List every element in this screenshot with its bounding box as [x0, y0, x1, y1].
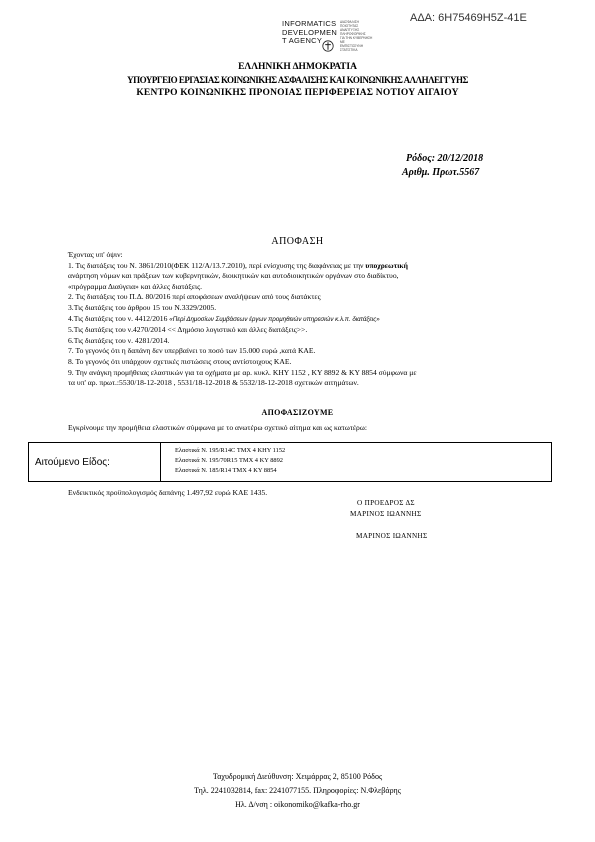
requested-items-label: Αιτούμενο Είδος: [29, 443, 161, 481]
requested-items-list [161, 443, 551, 481]
greek-emblem-icon [322, 40, 334, 52]
consideration-law-title: «Περί Δημοσίων Συμβάσεων έργων προμηθειών υπηρεσιών κ.λ.π. διατάξεις» [169, 315, 380, 323]
consideration-item [68, 314, 538, 326]
decision-heading: ΑΠΟΦΑΣΙΖΟΥΜΕ [261, 408, 334, 417]
requested-item: Ελαστικά Ν. 195/70R15 ΤΜΧ 4 ΚΥ 8892 [175, 457, 283, 464]
consideration-item: ανάρτηση νόμων και πράξεων των κυβερνητικών, διοικητικών και αυτοδιοικητικών οργάνων στο διαδίκτυο, [68, 271, 399, 281]
consideration-item: 9. Την ανάγκη προμήθειας ελαστικών για τα οχήματα με αρ. κυκλ. ΚΗΥ 1152 , ΚΥ 8892 & ΚΥ 8854 σύμφωνα με [68, 367, 417, 377]
document-title: ΑΠΟΦΑΣΗ [271, 236, 324, 247]
consideration-item: 3.Τις διατάξεις του άρθρου 15 του Ν.3329/2005. [68, 302, 217, 312]
header-center: ΚΕΝΤΡΟ ΚΟΙΝΩΝΙΚΗΣ ΠΡΟΝΟΙΑΣ ΠΕΡΙΦΕΡΕΙΑΣ ΝΟΤΙΟΥ ΑΙΓΑΙΟΥ [136, 88, 459, 98]
header-ministry: ΥΠΟΥΡΓΕΙΟ ΕΡΓΑΣΙΑΣ ΚΟΙΝΩΝΙΚΗΣ ΑΣΦΑΛΙΣΗΣ ΚΑΙ ΚΟΙΝΩΝΙΚΗΣ ΑΛΛΗΛΕΓΓΥΗΣ [127, 75, 468, 85]
consideration-item: 2. Τις διατάξεις του Π.Δ. 80/2016 περί αποφάσεων αναλήψεων από τους διατάκτες [68, 292, 321, 302]
logo-tagline-line: ΔΙΑΣΦΑΛΙΣΗ ΠΟΙΟΤΗΤΑΣ [340, 20, 359, 28]
logo-word: T AGENCY [282, 36, 323, 45]
footer-email: Ηλ. Δ/νση : oikonomiko@kafka-rho.gr [235, 800, 360, 809]
document-date: Ρόδος: 20/12/2018 [406, 153, 484, 164]
consideration-item: 7. Το γεγονός ότι η δαπάνη δεν υπερβαίνει το ποσό των 15.000 ευρώ ,κατά ΚΑΕ. [68, 346, 316, 356]
consideration-item: 5.Τις διατάξεις του ν.4270/2014 << Δημόσιο λογιστικό και άλλες διατάξεις>>. [68, 325, 308, 335]
considerations-intro: Έχοντας υπ' όψιν: [68, 250, 123, 259]
consideration-item: «πρόγραμμα Διαύγεια» και άλλες διατάξεις. [68, 281, 203, 291]
budget-estimate: Ενδεικτικός προϋπολογισμός δαπάνης 1.497,92 ευρώ ΚΑΕ 1435. [68, 488, 268, 497]
logo-tagline-line: ΕΜΠΙΣΤΟΣΥΝΗ [340, 44, 364, 48]
consideration-item: τα υπ' αρ. πρωτ.:5530/18-12-2018 , 5531/18-12-2018 & 5532/18-12-2018 σχετικών αιτημάτων. [68, 378, 359, 388]
protocol-number: Αριθμ. Πρωτ.5567 [402, 167, 480, 178]
logo-tagline [340, 20, 376, 52]
logo-tagline-line: ΓΙΑ ΤΗΝ ΚΥΒΕΡΝΗΣΗ [340, 36, 373, 40]
consideration-item: 8. Το γεγονός ότι υπάρχουν σχετικές πιστώσεις στους αντίστοιχους ΚΑΕ. [68, 356, 292, 366]
signatory-role: Ο ΠΡΟΕΔΡΟΣ ΔΣ [357, 499, 415, 507]
logo-word: DEVELOPMEN [282, 27, 338, 37]
considerations-list [68, 250, 538, 389]
logo-tagline-line: ΣΤΑΤΙΣΤΙΚΑ [340, 48, 358, 52]
consideration-text: 1. Τις διατάξεις του Ν. 3861/2010(ΦΕΚ 112/Α/13.7.2010), περί ενίσχυσης της διαφάνειας με την [68, 260, 366, 270]
requested-item: Ελαστικά Ν. 185/R14 ΤΜΧ 4 ΚΥ 8854 [175, 467, 277, 474]
consideration-item [68, 261, 538, 272]
requested-items-table [28, 442, 552, 482]
signatory-name: ΜΑΡΙΝΟΣ ΙΩΑΝΝΗΣ [350, 510, 422, 518]
consideration-text: 4.Τις διατάξεις του ν. 4412/2016 [68, 313, 170, 323]
header-republic: ΕΛΛΗΝΙΚΗ ΔΗΜΟΚΡΑΤΙΑ [238, 62, 357, 72]
consideration-item: 6.Τις διατάξεις του ν. 4281/2014. [68, 335, 170, 345]
logo-tagline-line: ΜΕ [340, 40, 345, 44]
logo-word: INFORMATICS [282, 19, 337, 28]
requested-item: Ελαστικά Ν. 195/R14C ΤΜΧ 4 ΚΗΥ 1152 [175, 447, 286, 454]
approval-statement: Εγκρίνουμε την προμήθεια ελαστικών σύμφωνα με το ανωτέρω σχετικό αίτημα και ως κατωτέρω: [68, 423, 367, 432]
footer-contact: Τηλ. 2241032814, fax: 2241077155. Πληροφορίες: Ν.Φλεβάρης [194, 786, 401, 795]
consideration-emphasis: υποχρεωτική [365, 260, 408, 270]
logo-tagline-line: ΑΝΑΠΤΥΞΗΣ ΠΛΗΡΟΦΟΡΙΚΗΣ [340, 28, 366, 36]
ada-code: ΑΔΑ: 6Η75469Η5Ζ-41Ε [410, 12, 527, 24]
footer-address: Ταχυδρομική Διεύθυνση: Χειμάρρας 2, 85100 Ρόδος [212, 772, 383, 781]
signatory-name-signed: ΜΑΡΙΝΟΣ ΙΩΑΝΝΗΣ [356, 532, 428, 540]
